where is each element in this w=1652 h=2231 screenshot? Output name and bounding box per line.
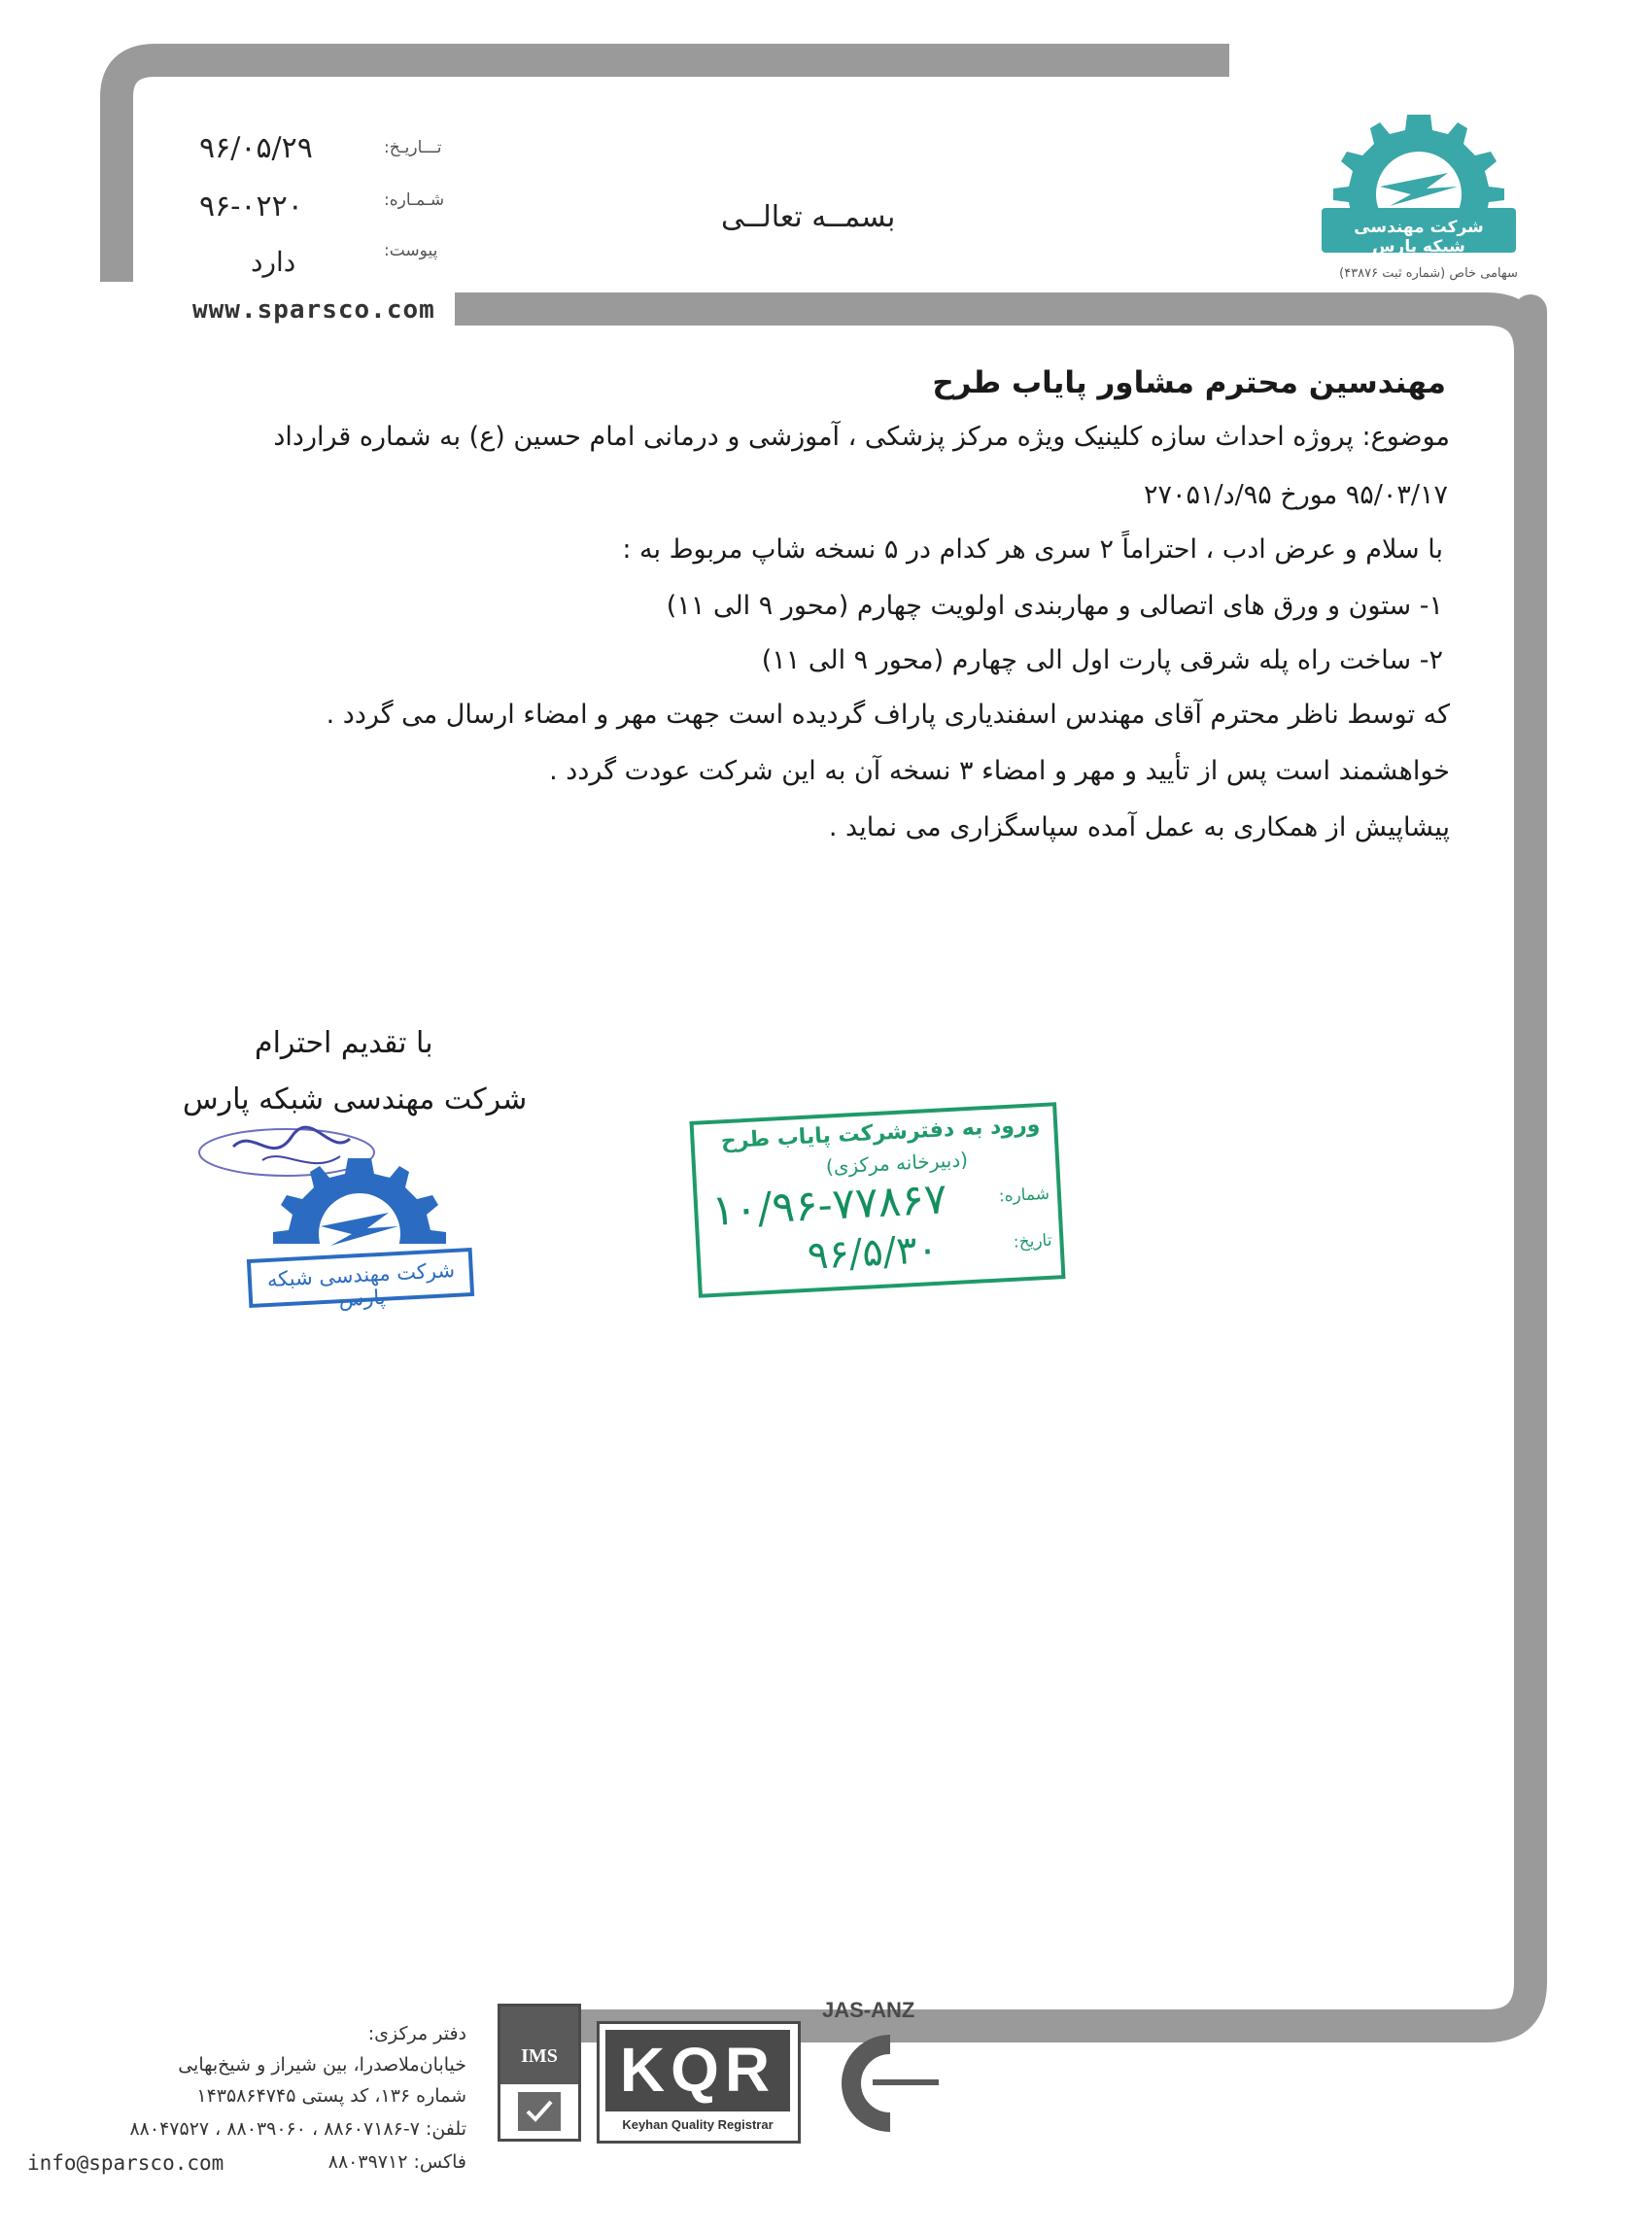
paragraph-3: پیشاپیش از همکاری به عمل آمده سپاسگزاری می نماید . — [828, 812, 1450, 842]
seal-text: شرکت مهندسی شبکه پارس — [266, 1257, 456, 1312]
logo-registration: سهامی خاص (شماره ثبت ۴۳۸۷۶) — [1339, 266, 1518, 281]
closing-company: شرکت مهندسی شبکه پارس — [183, 1082, 528, 1116]
kqr-subtitle: Keyhan Quality Registrar — [622, 2117, 774, 2132]
stamp-date-value: ۹۶/۵/۳۰ — [806, 1226, 940, 1279]
ims-label: IMS — [521, 2045, 558, 2067]
footer-office-label: دفتر مرکزی: — [367, 2023, 466, 2044]
footer-address-1: خیابان‌ملاصدرا، بین شیراز و شیخ‌بهایی — [178, 2054, 466, 2076]
date-label: تـــاریـخ: — [384, 138, 442, 157]
list-item-2: ۲- ساخت راه پله شرقی پارت اول الی چهارم (محور ۹ الی ۱۱) — [761, 645, 1443, 675]
stamp-number-label: شماره: — [998, 1184, 1050, 1207]
company-logo — [1312, 105, 1526, 280]
company-seal — [238, 1147, 481, 1321]
attachment-value: دارد — [251, 246, 296, 278]
footer-fax: فاکس: ۸۸۰۳۹۷۱۲ — [327, 2151, 466, 2173]
footer-email[interactable]: info@sparsco.com — [27, 2151, 224, 2175]
jas-anz-label: JAS-ANZ — [822, 1998, 915, 2022]
footer-address-2: شماره ۱۳۶، کد پستی ۱۴۳۵۸۶۴۷۴۵ — [196, 2085, 466, 2107]
number-label: شـمـاره: — [384, 190, 445, 210]
greeting-line: با سلام و عرض ادب ، احتراماً ۲ سری هر کدام در ۵ نسخه شاپ مربوط به : — [622, 534, 1443, 565]
kqr-cert-logo — [597, 2021, 801, 2144]
jas-anz-mark-icon — [822, 2035, 939, 2132]
logo-company-name: شرکت مهندسی شبکه پارس — [1354, 218, 1484, 257]
stamp-date-label: تاریخ: — [1013, 1230, 1052, 1253]
date-value: ۹۶/۰۵/۲۹ — [199, 131, 313, 165]
subject-line-1: موضوع: پروژه احداث سازه کلینیک ویژه مرکز پزشکی ، آموزشی و درمانی امام حسین (ع) به شماره قرارداد — [273, 422, 1450, 452]
stamp-subtitle: (دبیرخانه مرکزی) — [825, 1148, 969, 1179]
stamp-title: ورود به دفترشرکت پایاب طرح — [720, 1113, 1041, 1154]
closing-regards: با تقدیم احترام — [255, 1026, 433, 1060]
kqr-label: KQR — [619, 2035, 776, 2105]
paragraph-1: که توسط ناظر محترم آقای مهندس اسفندیاری پاراف گردیده است جهت مهر و امضاء ارسال می گردد . — [326, 700, 1450, 730]
invocation-title: بسمــه تعالــی — [721, 200, 896, 234]
footer-phone: تلفن: ۷-۸۸۶۰۷۱۸۶ ، ۸۸۰۳۹۰۶۰ ، ۸۸۰۴۷۵۲۷ — [129, 2118, 466, 2140]
number-value: ۹۶-۰۲۲۰ — [199, 189, 303, 223]
paragraph-2: خواهشمند است پس از تأیید و مهر و امضاء ۳ نسخه آن به این شرکت عودت گردد . — [549, 756, 1450, 786]
subject-line-2: ۹۵/۰۳/۱۷ مورخ ۹۵/د/۲۷۰۵۱ — [1143, 480, 1448, 510]
stamp-number-value: ۱۰/۹۶-۷۷۸۶۷ — [710, 1174, 948, 1236]
check-icon — [516, 2090, 563, 2133]
received-stamp — [689, 1102, 1065, 1298]
ims-cert-logo — [498, 2004, 581, 2142]
website-link[interactable]: www.sparsco.com — [192, 295, 435, 325]
attachment-label: پیوست: — [384, 241, 438, 260]
recipient: مهندسین محترم مشاور پایاب طرح — [932, 365, 1446, 400]
jas-anz-cert-logo — [822, 1998, 939, 2144]
list-item-1: ۱- ستون و ورق های اتصالی و مهاربندی اولویت چهارم (محور ۹ الی ۱۱) — [666, 591, 1443, 621]
